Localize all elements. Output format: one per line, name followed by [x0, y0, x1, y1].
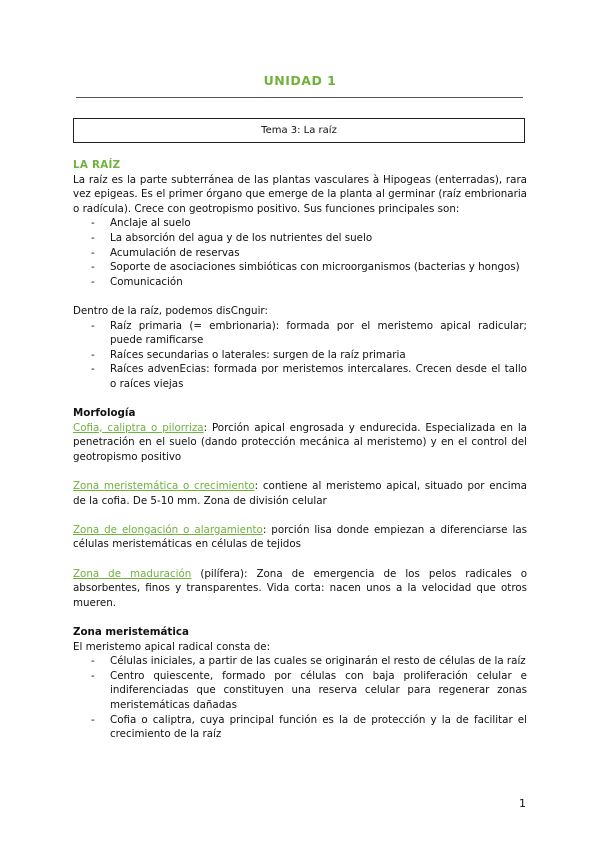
root-intro-paragraph: La raíz es la parte subterránea de las plantas vasculares à Hipogeas (enterradas), rara vez epigeas. Es el primer órgano que emerge de la planta al germinar (raíz embrionaria o radícula). Crece con geotropismo positivo. Sus funciones principales son:	[73, 173, 527, 215]
document-body	[73, 158, 527, 742]
term-link-elongation-zone[interactable]: Zona de elongación o alargamiento	[73, 523, 263, 536]
zone-paragraph	[73, 479, 527, 508]
list-item: - Raíces secundarias o laterales: surgen de la raíz primaria	[73, 348, 527, 363]
meristematic-intro: El meristemo apical radical consta de:	[73, 640, 271, 653]
functions-list	[73, 216, 527, 289]
list-item: - La absorción del agua y de los nutrientes del suelo	[73, 231, 527, 246]
list-item: - Soporte de asociaciones simbióticas con microorganismos (bacterias y hongos)	[73, 260, 527, 275]
root-types-intro: Dentro de la raíz, podemos disCnguir:	[73, 304, 268, 317]
topic-box: Tema 3: La raíz	[73, 118, 525, 143]
term-link-cofia[interactable]: Cofia, caliptra o pilorriza	[73, 421, 204, 434]
term-link-meristematic-zone[interactable]: Zona meristemática o crecimiento	[73, 480, 255, 493]
zone-description: (pilífera): Zona de emergencia de los pelos radicales o absorbentes, finos y transparentes. Vida corta: nacen unos a la velocidad que otros mueren.	[73, 567, 527, 609]
zone-paragraph	[73, 523, 527, 552]
list-item: - Comunicación	[73, 275, 527, 290]
list-item: - Raíz primaria (= embrionaria): formada por el meristemo apical radicular; puede ramificarse	[73, 319, 527, 348]
zone-description: : porción lisa donde empiezan a diferenciarse las células meristemáticas en células de tejidos	[73, 523, 527, 551]
zone-description: : Porción apical engrosada y endurecida. Especializada en la penetración en el suelo (dando protección mecánica al meristemo) y en el control del geotropismo positivo	[73, 421, 527, 463]
list-item: - Acumulación de reservas	[73, 246, 527, 261]
list-item: - Cofia o caliptra, cuya principal función es la de protección y la de facilitar el crecimiento de la raíz	[73, 713, 527, 742]
page-number: 1	[519, 797, 526, 810]
zone-paragraph	[73, 421, 527, 465]
list-item: - Anclaje al suelo	[73, 216, 527, 231]
section-heading-meristematic: Zona meristemática	[73, 626, 189, 638]
list-item: - Células iniciales, a partir de las cuales se originarán el resto de células de la raíz	[73, 654, 527, 669]
list-item: - Raíces advenEcias: formada por meristemos intercalares. Crecen desde el tallo o raíces viejas	[73, 362, 527, 391]
unit-title: UNIDAD 1	[263, 73, 337, 88]
title-divider	[76, 97, 523, 98]
section-heading-root: LA RAÍZ	[73, 159, 121, 171]
zone-paragraph	[73, 567, 527, 611]
list-item: - Centro quiescente, formado por células con baja proliferación celular e indiferenciadas que constituyen una reserva celular para regenerar zonas meristemáticas dañadas	[73, 669, 527, 713]
meristem-parts-list	[73, 654, 527, 742]
zone-description: : contiene al meristemo apical, situado por encima de la cofia. De 5-10 mm. Zona de división celular	[73, 480, 527, 507]
term-link-maturation-zone[interactable]: Zona de maduración	[73, 567, 192, 580]
section-heading-morphology: Morfología	[73, 407, 136, 420]
root-types-list	[73, 319, 527, 392]
